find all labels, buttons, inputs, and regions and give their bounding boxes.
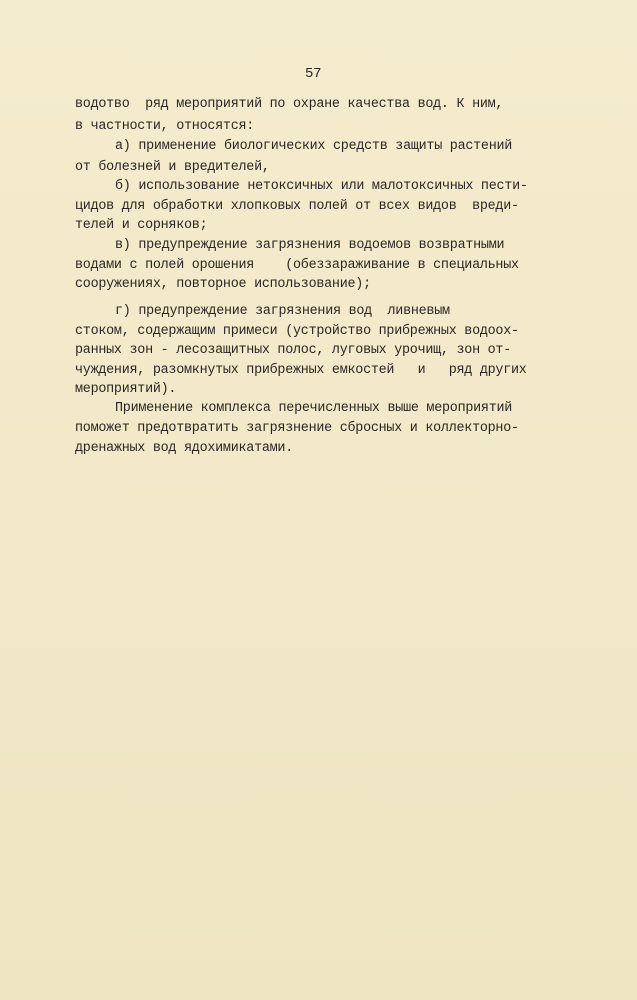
text-line: водотво ряд мероприятий по охране качества вод. К ним, <box>75 97 504 112</box>
text-line: водами с полей орошения (обеззараживание в специальных <box>75 258 519 273</box>
text-line: от болезней и вредителей, <box>75 160 270 175</box>
text-line: г) предупреждение загрязнения вод ливневым <box>115 304 450 319</box>
text-line: ранных зон - лесозащитных полос, луговых урочищ, зон от- <box>75 343 511 358</box>
text-line: мероприятий). <box>75 382 177 397</box>
text-line: дренажных вод ядохимикатами. <box>75 441 293 456</box>
text-line: б) использование нетоксичных или малотоксичных пести- <box>115 179 528 194</box>
text-line: Применение комплекса перечисленных выше мероприятий <box>115 401 513 416</box>
text-line: цидов для обработки хлопковых полей от всех видов вреди- <box>75 199 519 214</box>
text-line: телей и сорняков; <box>75 218 208 233</box>
text-line: в частности, относятся: <box>75 119 255 134</box>
text-line: а) применение биологических средств защиты растений <box>115 139 513 154</box>
text-line: в) предупреждение загрязнения водоемов возвратными <box>115 238 505 253</box>
text-line: сооружениях, повторное использование); <box>75 277 371 292</box>
text-line: чуждения, разомкнутых прибрежных емкостей и ряд других <box>75 363 527 378</box>
text-line: стоком, содержащим примеси (устройство прибрежных водоох- <box>75 324 519 339</box>
page-number: 57 <box>305 66 322 82</box>
text-line: поможет предотвратить загрязнение сбросных и коллекторно- <box>75 421 519 436</box>
